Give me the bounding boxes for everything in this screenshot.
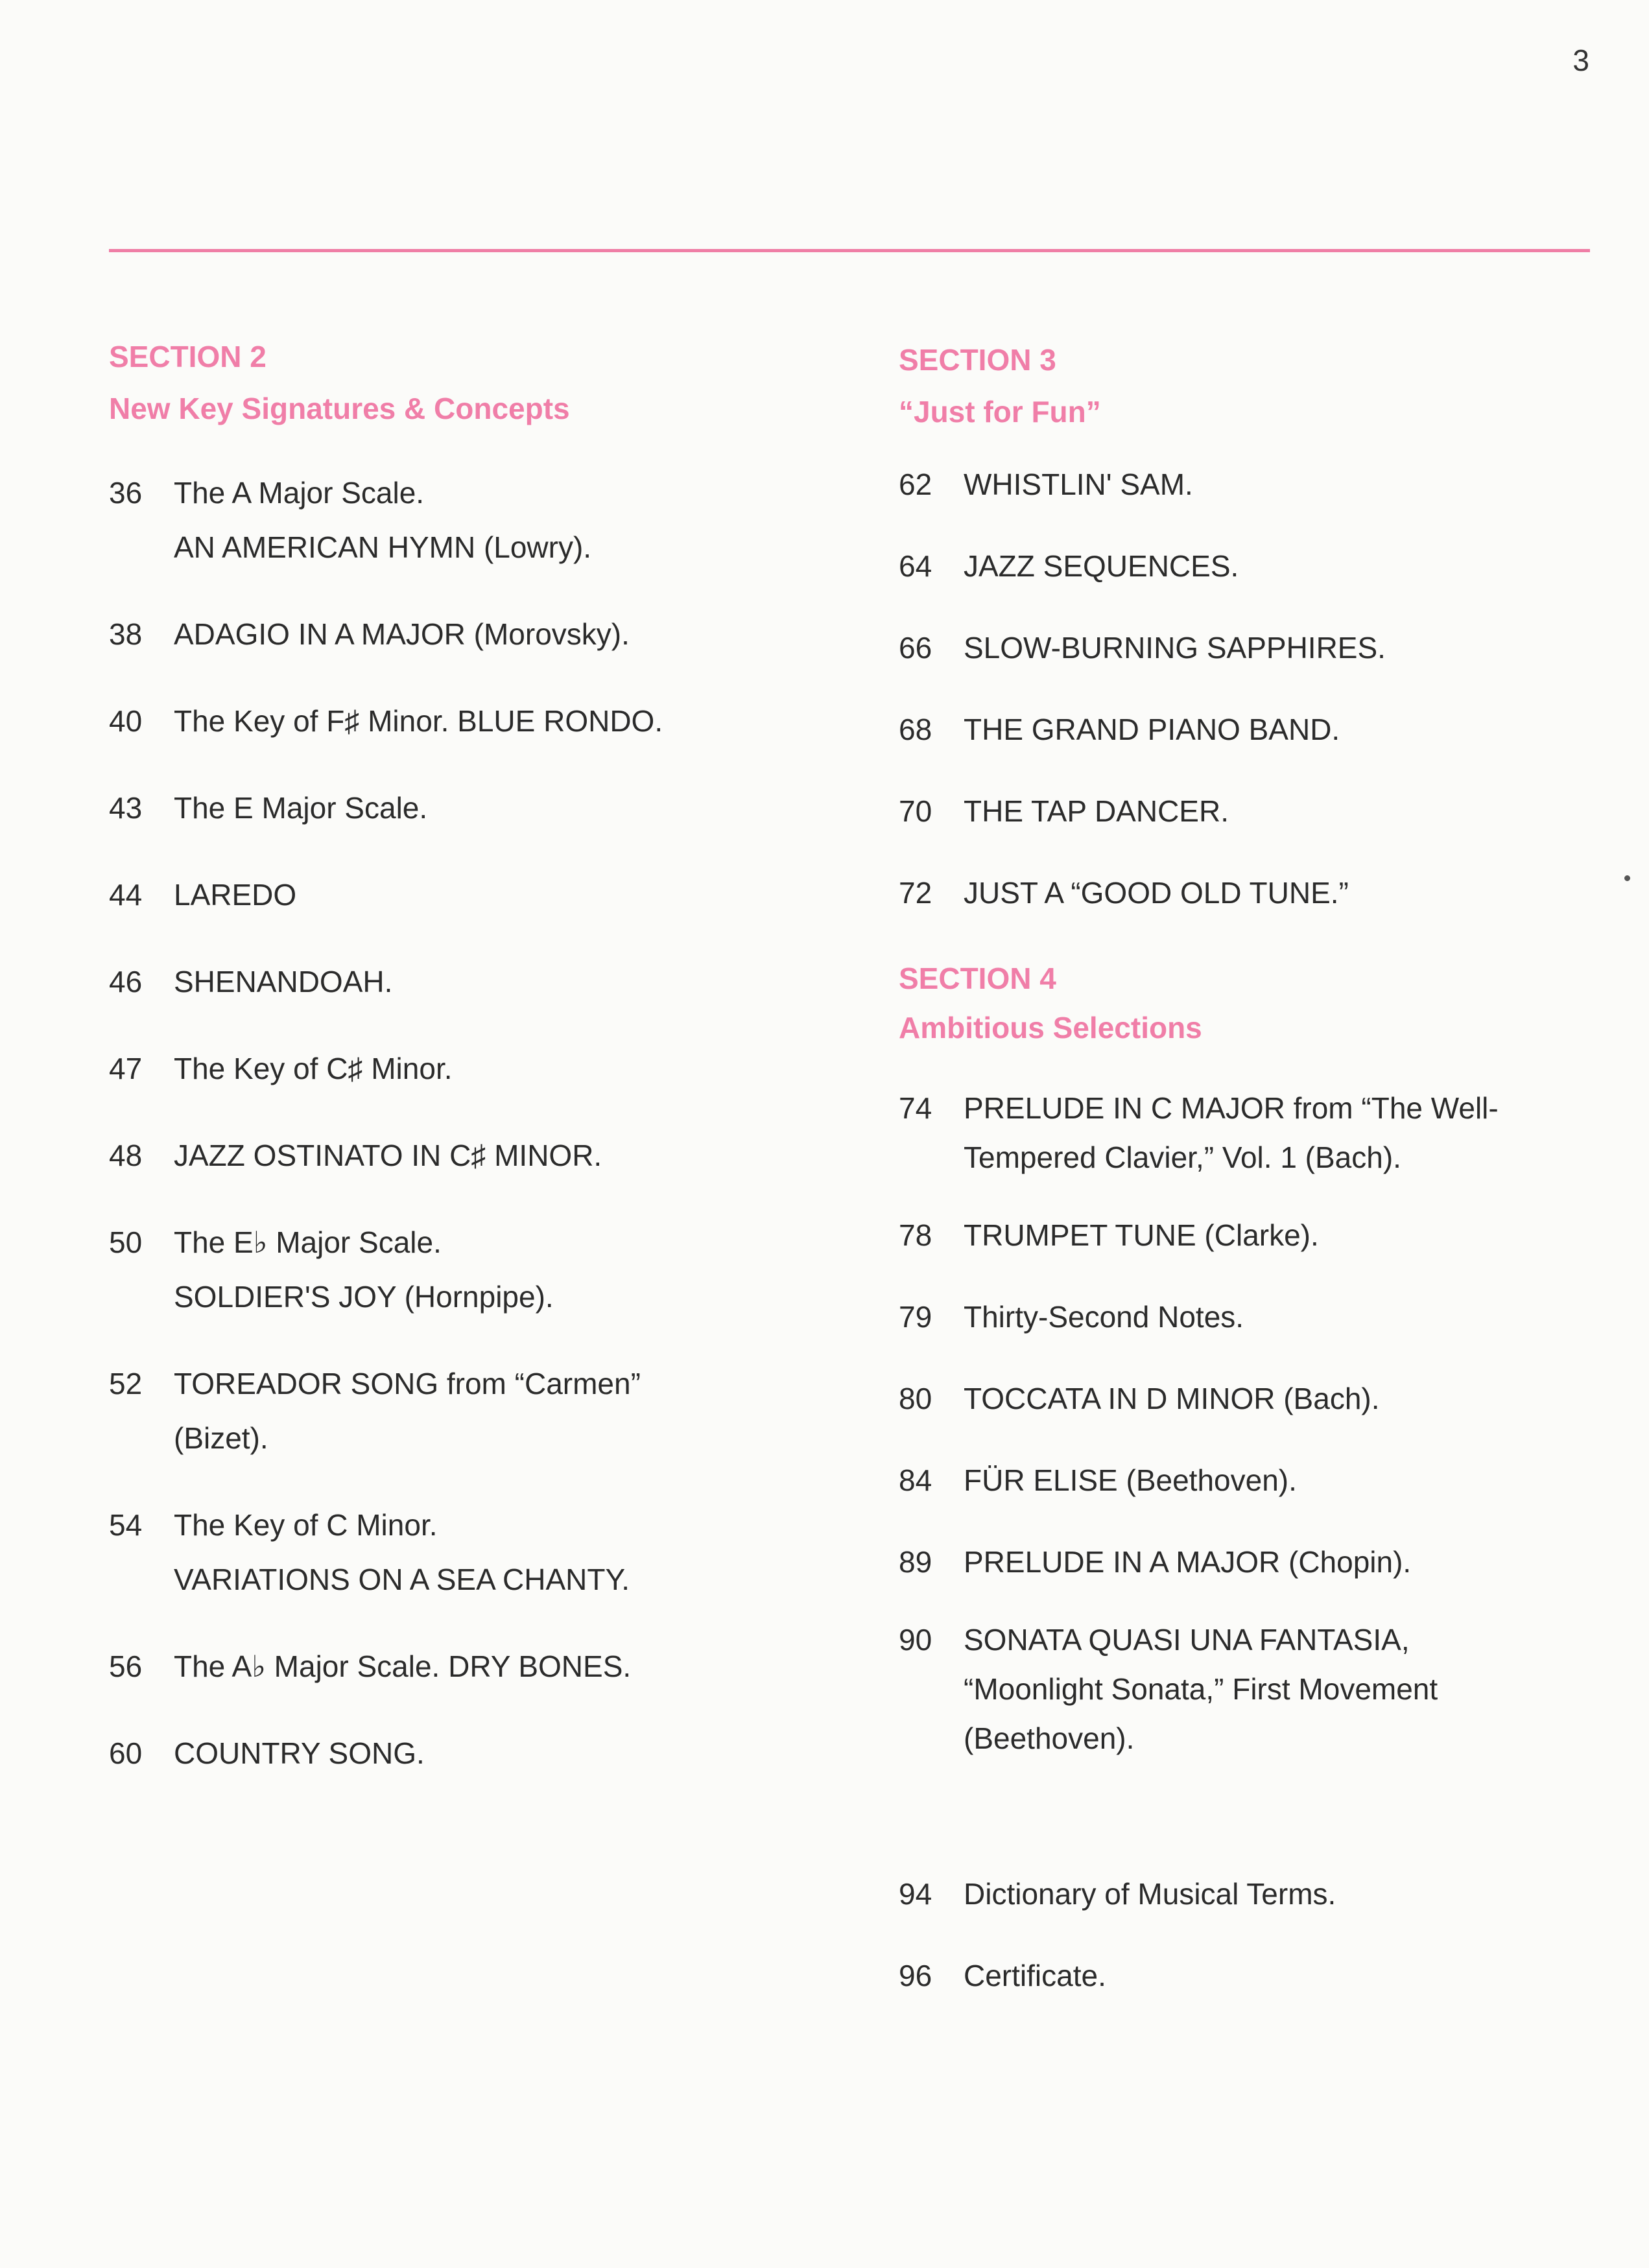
entry-title: The E♭ Major Scale. SOLDIER'S JOY (Hornpipe). [174, 1225, 554, 1314]
toc-entry [899, 784, 1612, 838]
section-2-label: SECTION 2 [109, 340, 267, 373]
entry-title: The Key of F♯ Minor. BLUE RONDO. [174, 704, 663, 738]
toc-entry [899, 620, 1612, 675]
entry-page: 54 [109, 1508, 143, 1542]
entry-page: 64 [899, 549, 932, 583]
entry-page: 48 [109, 1139, 143, 1172]
entry-title: JUST A “GOOD OLD TUNE.” [964, 876, 1349, 910]
entry-page: 60 [109, 1736, 143, 1770]
entry-page: 84 [899, 1463, 932, 1497]
entry-title: TOCCATA IN D MINOR (Bach). [964, 1382, 1380, 1415]
toc-entry [899, 539, 1612, 593]
entry-page: 72 [899, 876, 932, 910]
entry-page: 80 [899, 1382, 932, 1415]
section-3-title: “Just for Fun” [899, 395, 1101, 429]
toc-entry [899, 866, 1612, 920]
toc-entry [109, 694, 842, 748]
entry-title: The Key of C♯ Minor. [174, 1052, 453, 1085]
entry-page: 89 [899, 1545, 932, 1579]
entry-page: 90 [899, 1623, 932, 1657]
entry-title: Thirty-Second Notes. [964, 1300, 1244, 1334]
entry-title: The Key of C Minor. VARIATIONS ON A SEA CHANTY. [174, 1508, 630, 1596]
toc-entry [899, 1615, 1612, 1763]
entry-title: LAREDO [174, 878, 297, 912]
toc-entry [109, 466, 842, 574]
page-number: 3 [1572, 43, 1589, 77]
entry-title: WHISTLIN' SAM. [964, 467, 1193, 501]
entry-page: 50 [109, 1225, 143, 1259]
toc-entry [109, 1498, 842, 1607]
toc-entry [109, 868, 842, 922]
entry-title: THE GRAND PIANO BAND. [964, 713, 1340, 746]
entry-page: 52 [109, 1367, 143, 1400]
entry-title: COUNTRY SONG. [174, 1736, 425, 1770]
toc-entry [109, 1041, 842, 1096]
entry-page: 46 [109, 965, 143, 998]
toc-entry [109, 607, 842, 661]
entry-title: JAZZ SEQUENCES. [964, 549, 1239, 583]
right-column [899, 340, 1612, 2003]
entry-title: TOREADOR SONG from “Carmen” (Bizet). [174, 1367, 641, 1455]
entry-page: 47 [109, 1052, 143, 1085]
entry-title: FÜR ELISE (Beethoven). [964, 1463, 1297, 1497]
entry-page: 66 [899, 631, 932, 665]
toc-entry [899, 457, 1612, 512]
entry-page: 38 [109, 617, 143, 651]
section-2 [109, 337, 842, 1780]
entry-title: SONATA QUASI UNA FANTASIA, “Moonlight Sonata,” First Movement (Beethoven). [964, 1623, 1438, 1755]
entry-title: SLOW-BURNING SAPPHIRES. [964, 631, 1386, 665]
entry-title: The A Major Scale. AN AMERICAN HYMN (Lowry). [174, 476, 592, 564]
entry-title: PRELUDE IN A MAJOR (Chopin). [964, 1545, 1412, 1579]
section-3-label: SECTION 3 [899, 343, 1056, 377]
toc-entry [109, 781, 842, 835]
entry-title: The A♭ Major Scale. DRY BONES. [174, 1649, 632, 1683]
toc-entry [899, 1948, 1612, 2003]
toc-entry [899, 702, 1612, 757]
entry-page: 40 [109, 704, 143, 738]
toc-entry [899, 1290, 1612, 1344]
entry-page: 78 [899, 1218, 932, 1252]
section-2-title: New Key Signatures & Concepts [109, 392, 570, 425]
section-4-title: Ambitious Selections [899, 1011, 1202, 1045]
entry-page: 94 [899, 1877, 932, 1911]
toc-entry [109, 1639, 842, 1694]
toc-entry [109, 1128, 842, 1183]
toc-entry [899, 1208, 1612, 1262]
section-4-label: SECTION 4 [899, 962, 1056, 995]
scan-speck [1624, 875, 1630, 881]
toc-entry [109, 954, 842, 1009]
entry-title: PRELUDE IN C MAJOR from “The Well- Tempered Clavier,” Vol. 1 (Bach). [964, 1091, 1499, 1174]
toc-entry [899, 1453, 1612, 1507]
toc-entry [899, 1083, 1612, 1182]
entry-page: 70 [899, 794, 932, 828]
toc-entry [109, 1726, 842, 1780]
entry-title: Certificate. [964, 1959, 1106, 1992]
entry-title: ADAGIO IN A MAJOR (Morovsky). [174, 617, 630, 651]
toc-entry [109, 1215, 842, 1324]
toc-entry [899, 1535, 1612, 1589]
toc-entry [899, 1371, 1612, 1426]
toc-entry [899, 1867, 1612, 1921]
entry-page: 68 [899, 713, 932, 746]
entry-page: 74 [899, 1091, 932, 1125]
entry-page: 44 [109, 878, 143, 912]
entry-title: TRUMPET TUNE (Clarke). [964, 1218, 1319, 1252]
entry-page: 56 [109, 1649, 143, 1683]
header-rule [109, 249, 1590, 252]
entry-title: SHENANDOAH. [174, 965, 393, 998]
entry-page: 36 [109, 476, 143, 510]
entry-page: 62 [899, 467, 932, 501]
entry-page: 43 [109, 791, 143, 825]
entry-page: 96 [899, 1959, 932, 1992]
entry-title: Dictionary of Musical Terms. [964, 1877, 1336, 1911]
entry-title: THE TAP DANCER. [964, 794, 1229, 828]
entry-title: JAZZ OSTINATO IN C♯ MINOR. [174, 1139, 602, 1172]
entry-title: The E Major Scale. [174, 791, 428, 825]
entry-page: 79 [899, 1300, 932, 1334]
toc-entry [109, 1356, 842, 1465]
